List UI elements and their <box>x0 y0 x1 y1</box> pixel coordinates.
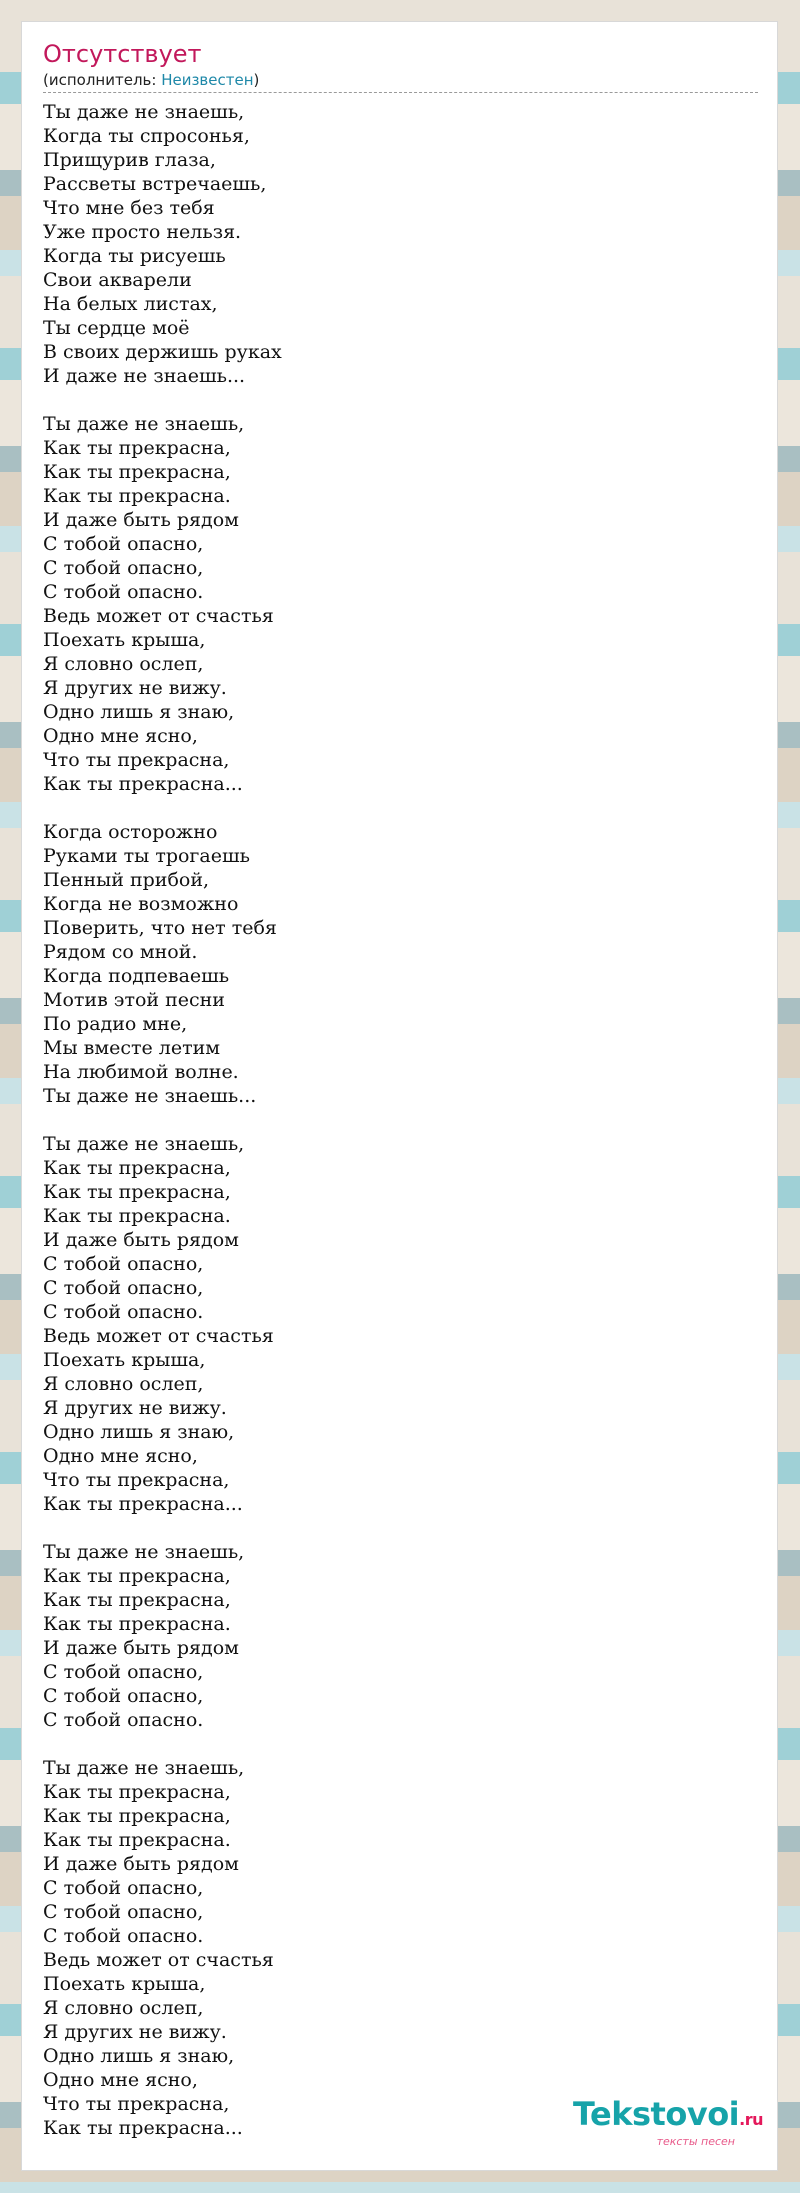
stanza-gap <box>43 1516 758 1540</box>
lyric-line: Ты даже не знаешь, <box>43 413 245 435</box>
artist-line <box>43 70 758 93</box>
lyric-line: Ты даже не знаешь, <box>43 1133 245 1155</box>
lyric-line: Мы вместе летим <box>43 1037 221 1059</box>
lyric-line: И даже быть рядом <box>43 1637 239 1659</box>
lyric-line: Что ты прекрасна, <box>43 2093 230 2115</box>
lyric-line: Ты даже не знаешь, <box>43 1541 245 1563</box>
artist-prefix: (исполнитель: <box>43 71 162 89</box>
lyric-line: Рассветы встречаешь, <box>43 173 267 195</box>
lyric-line: Ведь может от счастья <box>43 1325 274 1347</box>
lyric-line: Когда подпеваешь <box>43 965 230 987</box>
site-logo[interactable] <box>572 2095 763 2148</box>
lyric-line: Поверить, что нет тебя <box>43 917 277 939</box>
lyric-line: Когда ты спросонья, <box>43 125 250 147</box>
lyric-line: Как ты прекрасна. <box>43 1829 231 1851</box>
lyric-line: Как ты прекрасна, <box>43 461 231 483</box>
lyric-line: Я словно ослеп, <box>43 1373 204 1395</box>
lyric-line: Ведь может от счастья <box>43 605 274 627</box>
lyric-line: Поехать крыша, <box>43 1349 206 1371</box>
lyric-line: Ты даже не знаешь, <box>43 1757 245 1779</box>
lyric-line: С тобой опасно. <box>43 581 204 603</box>
lyric-line: Одно лишь я знаю, <box>43 2045 235 2067</box>
lyric-line: Уже просто нельзя. <box>43 221 242 243</box>
lyric-line: По радио мне, <box>43 1013 188 1035</box>
lyric-line: На белых листах, <box>43 293 218 315</box>
logo-domain-suffix: .ru <box>739 2110 763 2129</box>
lyric-line: И даже не знаешь... <box>43 365 246 387</box>
lyric-line: С тобой опасно. <box>43 1709 204 1731</box>
lyric-line: Как ты прекрасна, <box>43 1181 231 1203</box>
stanza-gap <box>43 1108 758 1132</box>
lyric-line: Одно лишь я знаю, <box>43 701 235 723</box>
lyric-line: Я словно ослеп, <box>43 1997 204 2019</box>
stanza-gap <box>43 388 758 412</box>
lyric-line: Я других не вижу. <box>43 677 227 699</box>
lyric-line: Ты сердце моё <box>43 317 190 339</box>
lyric-line: В своих держишь руках <box>43 341 282 363</box>
lyric-line: Как ты прекрасна, <box>43 437 231 459</box>
lyric-line: Как ты прекрасна, <box>43 1805 231 1827</box>
lyric-line: С тобой опасно, <box>43 1277 204 1299</box>
lyric-line: Как ты прекрасна, <box>43 1565 231 1587</box>
lyric-line: Одно мне ясно, <box>43 725 198 747</box>
lyric-line: Руками ты трогаешь <box>43 845 250 867</box>
logo-wordmark: Tekstovoi <box>572 2095 740 2133</box>
lyrics-card <box>21 21 778 2171</box>
stanza-gap <box>43 796 758 820</box>
lyric-line: С тобой опасно, <box>43 533 204 555</box>
lyric-line: Мотив этой песни <box>43 989 225 1011</box>
lyric-line: Ты даже не знаешь, <box>43 101 245 123</box>
lyric-line: Что ты прекрасна, <box>43 1469 230 1491</box>
lyric-line: С тобой опасно, <box>43 1877 204 1899</box>
lyric-line: Поехать крыша, <box>43 1973 206 1995</box>
lyric-line: Как ты прекрасна. <box>43 1613 231 1635</box>
lyric-line: С тобой опасно, <box>43 1661 204 1683</box>
lyric-line: Как ты прекрасна... <box>43 1493 243 1515</box>
lyric-line: Поехать крыша, <box>43 629 206 651</box>
lyric-line: Прищурив глаза, <box>43 149 216 171</box>
lyric-line: Когда осторожно <box>43 821 218 843</box>
lyric-line: Как ты прекрасна. <box>43 1205 231 1227</box>
lyric-line: Я словно ослеп, <box>43 653 204 675</box>
lyric-line: Пенный прибой, <box>43 869 210 891</box>
lyrics-text <box>43 100 758 2140</box>
lyric-line: Как ты прекрасна, <box>43 1589 231 1611</box>
lyric-line: Что мне без тебя <box>43 197 215 219</box>
lyric-line: С тобой опасно, <box>43 557 204 579</box>
lyric-line: Когда не возможно <box>43 893 239 915</box>
song-title: Отсутствует <box>43 40 202 68</box>
lyric-line: Как ты прекрасна, <box>43 1781 231 1803</box>
lyric-line: Как ты прекрасна, <box>43 1157 231 1179</box>
lyric-line: Рядом со мной. <box>43 941 198 963</box>
artist-suffix: ) <box>253 71 260 89</box>
logo-tagline: тексты песен <box>656 2135 735 2148</box>
lyric-line: С тобой опасно, <box>43 1901 204 1923</box>
lyric-line: С тобой опасно. <box>43 1925 204 1947</box>
lyric-line: Ведь может от счастья <box>43 1949 274 1971</box>
lyric-line: Как ты прекрасна. <box>43 485 231 507</box>
lyric-line: Когда ты рисуешь <box>43 245 226 267</box>
lyric-line: С тобой опасно, <box>43 1685 204 1707</box>
lyric-line: С тобой опасно. <box>43 1301 204 1323</box>
stanza-gap <box>43 1732 758 1756</box>
lyric-line: На любимой волне. <box>43 1061 239 1083</box>
lyric-line: Ты даже не знаешь... <box>43 1085 257 1107</box>
lyric-line: Свои акварели <box>43 269 192 291</box>
lyric-line: И даже быть рядом <box>43 509 239 531</box>
lyric-line: Я других не вижу. <box>43 2021 227 2043</box>
lyric-line: Что ты прекрасна, <box>43 749 230 771</box>
lyric-line: Одно лишь я знаю, <box>43 1421 235 1443</box>
lyric-line: Как ты прекрасна... <box>43 2117 243 2139</box>
lyric-line: Как ты прекрасна... <box>43 773 243 795</box>
lyric-line: Одно мне ясно, <box>43 1445 198 1467</box>
lyric-line: Одно мне ясно, <box>43 2069 198 2091</box>
lyric-line: С тобой опасно, <box>43 1253 204 1275</box>
artist-link[interactable]: Неизвестен <box>161 71 254 89</box>
lyric-line: Я других не вижу. <box>43 1397 227 1419</box>
lyric-line: И даже быть рядом <box>43 1229 239 1251</box>
lyric-line: И даже быть рядом <box>43 1853 239 1875</box>
